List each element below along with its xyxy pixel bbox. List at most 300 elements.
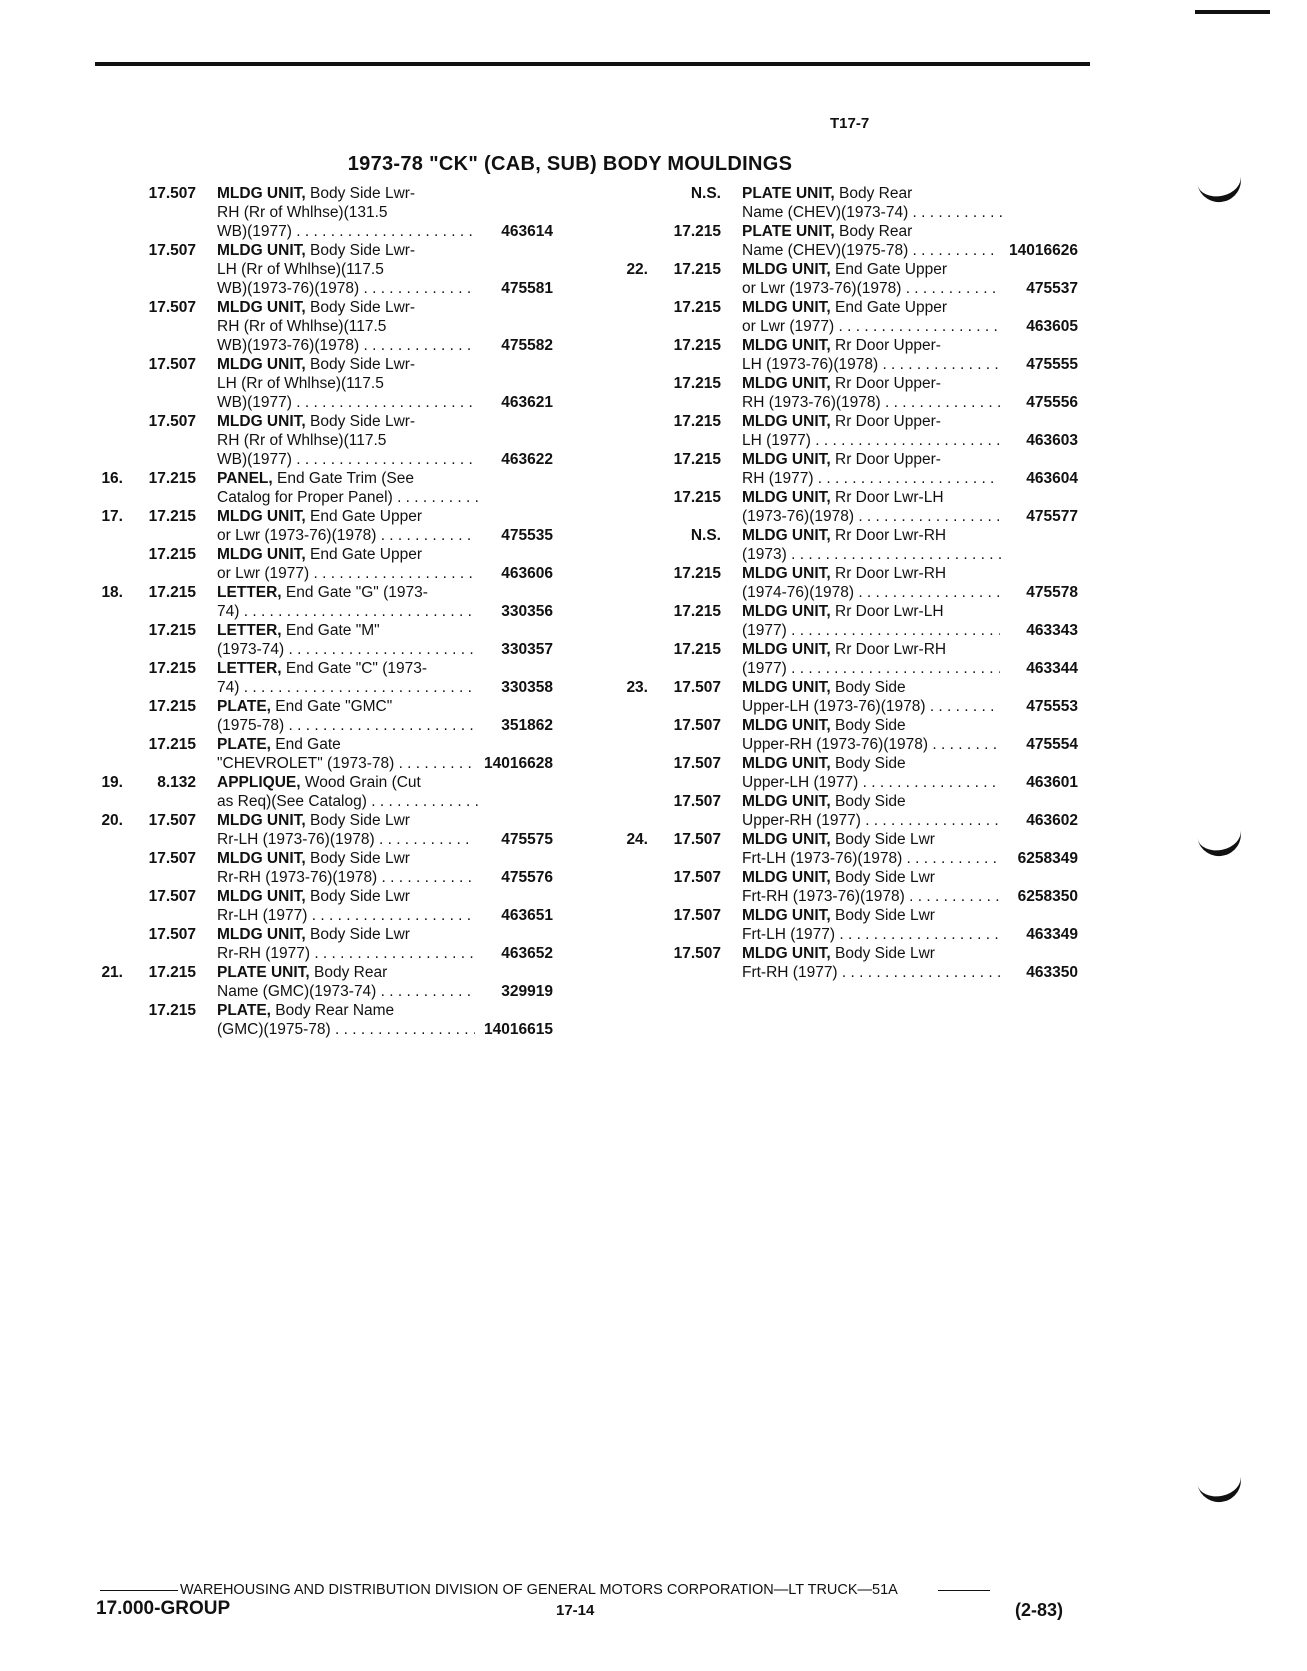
part-description: (1974-76)(1978) — [742, 584, 855, 601]
part-number: 475554 — [1000, 735, 1078, 754]
group-number: 17.507 — [673, 755, 721, 772]
description-text — [742, 317, 1004, 336]
binder-hole-mark — [1195, 818, 1245, 860]
description-text — [742, 659, 1004, 678]
group-number: 17.215 — [148, 546, 196, 563]
description-text — [742, 640, 1004, 659]
part-name: LETTER, — [217, 584, 282, 601]
description-text — [742, 735, 1004, 754]
part-name: LETTER, — [217, 660, 282, 677]
part-name: MLDG UNIT, — [742, 641, 831, 658]
group-number: 17.215 — [673, 565, 721, 582]
part-name: MLDG UNIT, — [742, 489, 831, 506]
part-name: MLDG UNIT, — [742, 945, 831, 962]
description-text — [742, 241, 1004, 260]
description-text — [217, 944, 479, 963]
part-description: LH (1973-76)(1978) — [742, 356, 879, 373]
description-text — [217, 849, 479, 868]
part-description: Rr-RH (1977) — [217, 945, 311, 962]
group-number: 17.507 — [673, 907, 721, 924]
group-number: 8.132 — [157, 774, 196, 791]
group-number: 17.507 — [148, 850, 196, 867]
part-description: (1977) — [742, 622, 787, 639]
group-number: 17.507 — [673, 793, 721, 810]
part-name: MLDG UNIT, — [217, 413, 306, 430]
part-number: 330357 — [475, 640, 553, 659]
part-number: 6258350 — [1000, 887, 1078, 906]
page-title: 1973-78 "CK" (CAB, SUB) BODY MOULDINGS — [347, 153, 793, 175]
description-text — [742, 583, 1004, 602]
part-name: MLDG UNIT, — [217, 356, 306, 373]
part-description: Body Side Lwr — [305, 926, 410, 943]
description-text — [217, 602, 479, 621]
description-text — [217, 545, 479, 564]
part-number: 330356 — [475, 602, 553, 621]
part-number: 463349 — [1000, 925, 1078, 944]
group-number: 17.215 — [148, 698, 196, 715]
description-text — [742, 564, 1004, 583]
group-number: 17.215 — [148, 964, 196, 981]
part-description: Body Rear — [834, 223, 913, 240]
part-number: 475537 — [1000, 279, 1078, 298]
part-description: Name (CHEV)(1975-78) — [742, 242, 909, 259]
group-number: N.S. — [690, 527, 721, 544]
group-number: 17.507 — [673, 945, 721, 962]
description-text — [742, 849, 1004, 868]
part-number: 475581 — [475, 279, 553, 298]
part-description: Upper-LH (1977) — [742, 774, 859, 791]
description-text — [217, 868, 479, 887]
part-name: PLATE, — [217, 1002, 271, 1019]
part-description: Upper-RH (1973-76)(1978) — [742, 736, 929, 753]
callout-number: 23. — [626, 679, 648, 696]
part-name: MLDG UNIT, — [742, 565, 831, 582]
group-number: 17.507 — [148, 356, 196, 373]
description-text — [217, 583, 479, 602]
part-number: 463614 — [475, 222, 553, 241]
part-name: MLDG UNIT, — [742, 679, 831, 696]
part-description: RH (Rr of Whlhse)(131.5 — [217, 204, 388, 221]
part-description: Frt-LH (1973-76)(1978) — [742, 850, 903, 867]
part-name: PANEL, — [217, 470, 273, 487]
part-description: Body Side — [830, 717, 906, 734]
callout-number: 24. — [626, 831, 648, 848]
part-number: 475556 — [1000, 393, 1078, 412]
part-description: (1973-76)(1978) — [742, 508, 855, 525]
part-name: MLDG UNIT, — [217, 850, 306, 867]
part-name: PLATE, — [217, 698, 271, 715]
part-description: 74) — [217, 679, 240, 696]
part-description: Catalog for Proper Panel) — [217, 489, 393, 506]
group-number: N.S. — [690, 185, 721, 202]
part-number: 463622 — [475, 450, 553, 469]
part-description: WB)(1977) — [217, 451, 292, 468]
part-description: Name (CHEV)(1973-74) — [742, 204, 909, 221]
group-number: 17.507 — [148, 242, 196, 259]
description-text — [742, 830, 1004, 849]
part-description: Body Side Lwr- — [305, 356, 416, 373]
description-text — [217, 792, 479, 811]
part-name: MLDG UNIT, — [742, 337, 831, 354]
part-description: or Lwr (1977) — [217, 565, 310, 582]
description-text — [217, 925, 479, 944]
part-name: MLDG UNIT, — [742, 413, 831, 430]
description-text — [742, 887, 1004, 906]
part-name: APPLIQUE, — [217, 774, 301, 791]
description-text — [217, 393, 479, 412]
group-number: 17.507 — [148, 299, 196, 316]
group-number: 17.215 — [673, 261, 721, 278]
description-text — [217, 811, 479, 830]
callout-number: 22. — [626, 261, 648, 278]
description-text — [217, 488, 479, 507]
part-description: End Gate "C" (1973- — [281, 660, 428, 677]
part-description: Rr Door Lwr-RH — [830, 565, 947, 582]
part-description: End Gate Upper — [305, 508, 423, 525]
part-description: 74) — [217, 603, 240, 620]
part-number: 463602 — [1000, 811, 1078, 830]
part-description: Frt-RH (1977) — [742, 964, 838, 981]
part-description: Rr-LH (1977) — [217, 907, 308, 924]
description-text — [217, 469, 479, 488]
part-description: Upper-RH (1977) — [742, 812, 861, 829]
part-name: MLDG UNIT, — [742, 717, 831, 734]
part-number: 14016615 — [475, 1020, 553, 1039]
callout-number: 20. — [101, 812, 123, 829]
part-description: Body Side — [830, 793, 906, 810]
part-name: PLATE UNIT, — [742, 223, 835, 240]
part-number: 475582 — [475, 336, 553, 355]
part-number: 463621 — [475, 393, 553, 412]
part-name: MLDG UNIT, — [742, 375, 831, 392]
part-name: MLDG UNIT, — [742, 261, 831, 278]
description-text — [742, 792, 1004, 811]
description-text — [217, 336, 479, 355]
group-number: 17.507 — [148, 185, 196, 202]
part-number: 475578 — [1000, 583, 1078, 602]
callout-number: 21. — [101, 964, 123, 981]
description-text — [742, 279, 1004, 298]
group-number: 17.507 — [148, 413, 196, 430]
part-description: Body Rear — [309, 964, 388, 981]
part-name: MLDG UNIT, — [217, 888, 306, 905]
description-text — [217, 982, 479, 1001]
footer-page-number: 17-14 — [556, 1602, 595, 1619]
description-text — [217, 735, 479, 754]
footer-dash-left — [100, 1590, 178, 1591]
description-text — [217, 754, 479, 773]
callout-number: 19. — [101, 774, 123, 791]
group-number: 17.215 — [148, 1002, 196, 1019]
group-number: 17.507 — [673, 717, 721, 734]
description-text — [742, 450, 1004, 469]
description-text — [742, 355, 1004, 374]
part-description: Body Side Lwr- — [305, 185, 416, 202]
part-description: RH (1973-76)(1978) — [742, 394, 881, 411]
description-text — [217, 317, 479, 336]
callout-number: 16. — [101, 470, 123, 487]
description-text — [742, 621, 1004, 640]
part-description: End Gate Upper — [830, 261, 948, 278]
description-text — [217, 355, 479, 374]
footer-date: (2-83) — [1015, 1600, 1064, 1620]
group-number: 17.215 — [673, 451, 721, 468]
description-text — [217, 830, 479, 849]
part-description: Name (GMC)(1973-74) — [217, 983, 377, 1000]
part-number: 351862 — [475, 716, 553, 735]
description-text — [742, 678, 1004, 697]
description-text — [217, 621, 479, 640]
part-description: Rr Door Lwr-LH — [830, 489, 944, 506]
description-text — [742, 602, 1004, 621]
description-text — [217, 640, 479, 659]
part-name: MLDG UNIT, — [217, 926, 306, 943]
part-name: MLDG UNIT, — [742, 793, 831, 810]
description-text — [742, 526, 1004, 545]
part-name: MLDG UNIT, — [217, 242, 306, 259]
description-text — [217, 887, 479, 906]
part-description: or Lwr (1973-76)(1978) — [742, 280, 902, 297]
part-description: Body Side Lwr — [305, 812, 410, 829]
part-number: 475553 — [1000, 697, 1078, 716]
part-name: MLDG UNIT, — [742, 755, 831, 772]
group-number: 17.507 — [673, 869, 721, 886]
footer-publisher — [100, 1582, 990, 1598]
description-text — [217, 678, 479, 697]
part-description: Body Side — [830, 679, 906, 696]
footer-group: 17.000-GROUP — [96, 1598, 231, 1619]
part-description: Body Side Lwr — [305, 888, 410, 905]
description-text — [217, 241, 479, 260]
description-text — [217, 412, 479, 431]
footer-dash-right — [938, 1590, 990, 1591]
part-number: 463606 — [475, 564, 553, 583]
header-rule — [95, 62, 1090, 66]
description-text — [742, 906, 1004, 925]
part-name: MLDG UNIT, — [742, 869, 831, 886]
part-name: PLATE UNIT, — [742, 185, 835, 202]
group-number: 17.215 — [673, 489, 721, 506]
part-description: as Req)(See Catalog) — [217, 793, 367, 810]
description-text — [217, 184, 479, 203]
part-number: 463603 — [1000, 431, 1078, 450]
description-text — [217, 431, 479, 450]
part-description: Body Side Lwr- — [305, 413, 416, 430]
description-text — [217, 564, 479, 583]
group-number: 17.507 — [148, 888, 196, 905]
callout-number: 18. — [101, 584, 123, 601]
part-description: Body Side — [830, 755, 906, 772]
part-description: (1973) — [742, 546, 787, 563]
part-description: RH (Rr of Whlhse)(117.5 — [217, 318, 387, 335]
part-description: Rr Door Upper- — [830, 451, 941, 468]
part-description: Rr-RH (1973-76)(1978) — [217, 869, 378, 886]
part-name: PLATE UNIT, — [217, 964, 310, 981]
part-description: Body Rear Name — [270, 1002, 395, 1019]
group-number: 17.215 — [148, 508, 196, 525]
description-text — [217, 773, 479, 792]
part-name: MLDG UNIT, — [742, 603, 831, 620]
part-description: Body Side Lwr- — [305, 299, 416, 316]
part-description: RH (1977) — [742, 470, 814, 487]
part-number: 475535 — [475, 526, 553, 545]
part-number: 6258349 — [1000, 849, 1078, 868]
binder-hole-mark — [1195, 1464, 1245, 1506]
part-description: RH (Rr of Whlhse)(117.5 — [217, 432, 387, 449]
description-text — [217, 1001, 479, 1020]
part-description: Body Side Lwr — [830, 869, 935, 886]
group-number: 17.215 — [673, 299, 721, 316]
description-text — [742, 716, 1004, 735]
description-text — [217, 659, 479, 678]
description-text — [742, 507, 1004, 526]
description-text — [742, 488, 1004, 507]
description-text — [742, 336, 1004, 355]
description-text — [217, 298, 479, 317]
description-text — [217, 222, 479, 241]
group-number: 17.215 — [673, 641, 721, 658]
part-number: 463652 — [475, 944, 553, 963]
part-description: Rr Door Upper- — [830, 413, 941, 430]
part-name: LETTER, — [217, 622, 282, 639]
part-description: End Gate Upper — [830, 299, 948, 316]
group-number: 17.215 — [148, 736, 196, 753]
part-description: (1975-78) — [217, 717, 285, 734]
part-name: MLDG UNIT, — [217, 185, 306, 202]
description-text — [217, 906, 479, 925]
part-number: 463651 — [475, 906, 553, 925]
part-number: 463601 — [1000, 773, 1078, 792]
binder-hole-mark — [1195, 164, 1245, 206]
part-description: (GMC)(1975-78) — [217, 1021, 331, 1038]
part-description: Rr Door Upper- — [830, 337, 941, 354]
part-description: End Gate — [270, 736, 341, 753]
part-name: MLDG UNIT, — [217, 812, 306, 829]
part-description: Rr-LH (1973-76)(1978) — [217, 831, 375, 848]
part-description: "CHEVROLET" (1973-78) — [217, 755, 395, 772]
description-text — [742, 260, 1004, 279]
part-name: PLATE, — [217, 736, 271, 753]
part-description: Rr Door Upper- — [830, 375, 941, 392]
description-text — [742, 963, 1004, 982]
part-name: MLDG UNIT, — [217, 299, 306, 316]
description-text — [217, 374, 479, 393]
description-text — [217, 697, 479, 716]
part-number: 463343 — [1000, 621, 1078, 640]
description-text — [742, 773, 1004, 792]
group-number: 17.507 — [148, 812, 196, 829]
part-description: WB)(1973-76)(1978) — [217, 337, 360, 354]
description-text — [217, 279, 479, 298]
part-name: MLDG UNIT, — [742, 299, 831, 316]
part-description: Body Side Lwr — [305, 850, 410, 867]
group-number: 17.215 — [148, 584, 196, 601]
part-description: Body Side Lwr — [830, 945, 935, 962]
part-number: 463605 — [1000, 317, 1078, 336]
part-description: Rr Door Lwr-LH — [830, 603, 944, 620]
description-text — [742, 203, 1004, 222]
description-text — [742, 545, 1004, 564]
description-text — [742, 298, 1004, 317]
description-text — [217, 507, 479, 526]
description-text — [217, 203, 479, 222]
description-text — [742, 374, 1004, 393]
description-text — [742, 431, 1004, 450]
part-number: 329919 — [475, 982, 553, 1001]
part-number: 330358 — [475, 678, 553, 697]
group-number: 17.507 — [673, 831, 721, 848]
group-number: 17.507 — [673, 679, 721, 696]
group-number: 17.215 — [673, 603, 721, 620]
part-description: (1977) — [742, 660, 787, 677]
description-text — [742, 925, 1004, 944]
group-number: 17.215 — [673, 375, 721, 392]
description-text — [742, 868, 1004, 887]
part-description: (1973-74) — [217, 641, 285, 658]
description-text — [742, 811, 1004, 830]
part-description: End Gate "GMC" — [270, 698, 393, 715]
part-name: MLDG UNIT, — [742, 831, 831, 848]
part-number: 475577 — [1000, 507, 1078, 526]
part-description: Rr Door Lwr-RH — [830, 527, 947, 544]
part-description: Body Rear — [834, 185, 913, 202]
part-name: MLDG UNIT, — [742, 527, 831, 544]
description-text — [217, 1020, 479, 1039]
part-description: End Gate Trim (See — [272, 470, 414, 487]
part-description: End Gate "M" — [281, 622, 380, 639]
top-edge-rule — [1195, 10, 1270, 14]
part-name: MLDG UNIT, — [742, 451, 831, 468]
group-number: 17.215 — [148, 470, 196, 487]
description-text — [742, 469, 1004, 488]
footer-publisher-text: WAREHOUSING AND DISTRIBUTION DIVISION OF GENERAL MOTORS CORPORATION—LT TRUCK—51A — [180, 1582, 898, 1598]
description-text — [742, 697, 1004, 716]
part-number: 14016628 — [475, 754, 553, 773]
part-name: MLDG UNIT, — [217, 508, 306, 525]
part-number: 463604 — [1000, 469, 1078, 488]
part-description: Frt-LH (1977) — [742, 926, 836, 943]
part-description: LH (Rr of Whlhse)(117.5 — [217, 261, 384, 278]
group-number: 17.215 — [148, 622, 196, 639]
part-description: Body Side Lwr — [830, 907, 935, 924]
group-number: 17.507 — [148, 926, 196, 943]
part-description: End Gate Upper — [305, 546, 423, 563]
description-text — [217, 450, 479, 469]
description-text — [217, 716, 479, 735]
description-text — [742, 944, 1004, 963]
part-description: Body Side Lwr — [830, 831, 935, 848]
part-number: 463350 — [1000, 963, 1078, 982]
part-number: 463344 — [1000, 659, 1078, 678]
description-text — [742, 393, 1004, 412]
part-description: LH (1977) — [742, 432, 811, 449]
description-text — [742, 222, 1004, 241]
part-description: Frt-RH (1973-76)(1978) — [742, 888, 905, 905]
part-number: 475555 — [1000, 355, 1078, 374]
description-text — [742, 412, 1004, 431]
page-code: T17-7 — [830, 115, 870, 132]
part-description: or Lwr (1973-76)(1978) — [217, 527, 377, 544]
part-description: or Lwr (1977) — [742, 318, 835, 335]
description-text — [217, 260, 479, 279]
part-description: Wood Grain (Cut — [300, 774, 421, 791]
part-description: WB)(1973-76)(1978) — [217, 280, 360, 297]
description-text — [742, 184, 1004, 203]
group-number: 17.215 — [673, 413, 721, 430]
description-text — [217, 526, 479, 545]
part-number: 475575 — [475, 830, 553, 849]
part-description: WB)(1977) — [217, 223, 292, 240]
